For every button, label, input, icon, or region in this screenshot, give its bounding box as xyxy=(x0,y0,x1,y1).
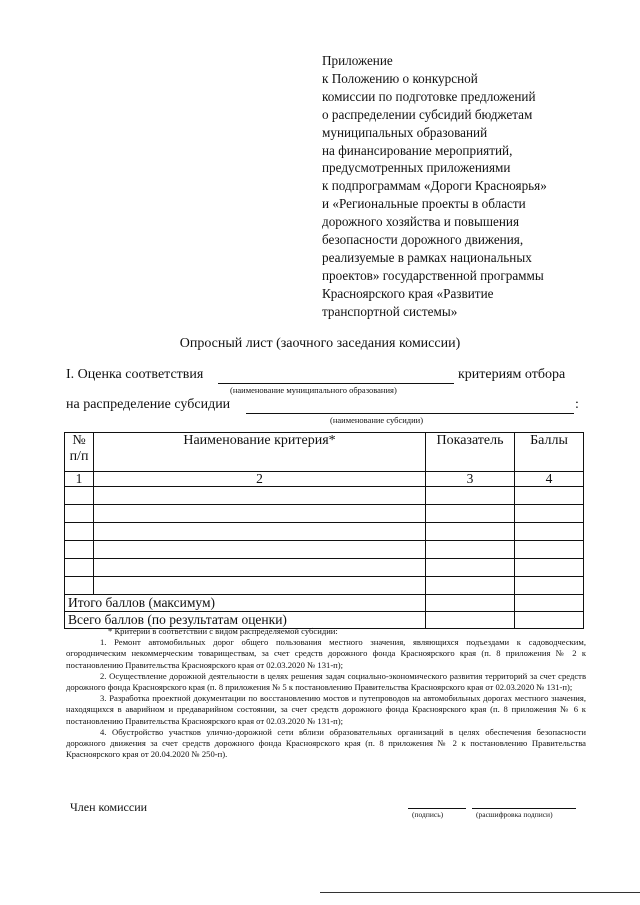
table-cell[interactable] xyxy=(65,541,94,559)
table-row xyxy=(65,577,584,595)
annex-line: Приложение xyxy=(322,53,393,68)
table-row xyxy=(65,505,584,523)
annex-line: реализуемые в рамках национальных xyxy=(322,249,532,265)
signature-field[interactable] xyxy=(408,808,466,809)
total-max-score[interactable] xyxy=(515,595,584,612)
header-indicator: Показатель xyxy=(426,433,515,472)
total-max-indicator[interactable] xyxy=(426,595,515,612)
total-max-label: Итого баллов (максимум) xyxy=(65,595,426,612)
table-cell[interactable] xyxy=(515,541,584,559)
column-number: 2 xyxy=(94,472,426,487)
note-item: 2. Осуществление дорожной деятельности в целях решения задач социально-экономического развития территорий за счет средств дорожного фонда Красноярского края (п. 8 приложения № 5 к постановлению Правительства Красноярского края от 02.03.2020 № 131-п); xyxy=(66,670,586,693)
section1-suffix: критериям отбора xyxy=(458,367,566,382)
table-cell[interactable] xyxy=(65,487,94,505)
table-cell[interactable] xyxy=(426,577,515,595)
subsidy-hint: (наименование субсидии) xyxy=(330,415,424,425)
signature-decode-hint: (расшифровка подписи) xyxy=(476,810,553,819)
table-cell[interactable] xyxy=(65,523,94,541)
column-number: 4 xyxy=(515,472,584,487)
table-cell[interactable] xyxy=(515,487,584,505)
table-cell[interactable] xyxy=(515,559,584,577)
member-label: Член комиссии xyxy=(70,800,148,814)
note-item: 3. Разработка проектной документации по восстановлению мостов и путепроводов на автомобильных дорогах местного значения, находящихся в аварийном и предаварийном состоянии, за счет средств дорожного фонда Красноярского края (п. 8 приложения № 6 к постановлению Правительства Красноярского края от 02.03.2020 № 131-п); xyxy=(66,693,586,726)
column-number: 1 xyxy=(65,472,94,487)
annex-line: Красноярского края «Развитие xyxy=(322,285,494,301)
table-cell[interactable] xyxy=(426,559,515,577)
annex-line: к подпрограммам «Дороги Красноярья» xyxy=(322,178,547,194)
municipality-hint: (наименование муниципального образования) xyxy=(230,385,397,395)
header-criterion: Наименование критерия* xyxy=(94,433,426,472)
note-item: 1. Ремонт автомобильных дорог общего пользования местного значения, являющихся подъездами к садоводческим, огородническим некоммерческим товариществам, за счет средств дорожного фонда Красноярского края (п. 8 приложения № 2 к постановлению Правительства Красноярского края от 02.03.2020 № 131-п); xyxy=(66,637,586,670)
annex-line: комиссии по подготовке предложений xyxy=(322,88,536,104)
annex-line: и «Региональные проекты в области xyxy=(322,196,526,212)
table-cell[interactable] xyxy=(515,523,584,541)
table-cell[interactable] xyxy=(65,559,94,577)
header-score: Баллы xyxy=(515,433,584,472)
table-row xyxy=(65,559,584,577)
table-header-row xyxy=(65,433,584,472)
criteria-notes xyxy=(66,626,586,760)
total-score-label: Всего баллов (по результатам оценки) xyxy=(65,612,426,629)
signature-hint: (подпись) xyxy=(412,810,444,819)
total-max-row xyxy=(65,595,584,612)
section2-suffix: : xyxy=(575,397,579,412)
note-item: 4. Обустройство участков улично-дорожной сети вблизи образовательных организаций в целях обеспечения безопасности дорожного движения за счет средств дорожного фонда Красноярского края (п. 8 приложения № 2 к постановлению Правительства Красноярского края от 20.04.2020 № 250-п). xyxy=(66,726,586,760)
annex-line: к Положению о конкурсной xyxy=(322,70,478,86)
annex-line: предусмотренных приложениями xyxy=(322,160,511,176)
annex-line: безопасности дорожного движения, xyxy=(322,232,524,248)
annex-line: проектов» государственной программы xyxy=(322,267,544,283)
section1-prefix: I. Оценка соответствия xyxy=(66,367,204,382)
table-cell[interactable] xyxy=(65,577,94,595)
table-row xyxy=(65,541,584,559)
column-number: 3 xyxy=(426,472,515,487)
page-edge-line xyxy=(320,892,640,893)
table-cell[interactable] xyxy=(94,559,426,577)
criteria-table xyxy=(64,432,584,629)
municipality-field[interactable] xyxy=(218,383,454,384)
annex-line: на финансирование мероприятий, xyxy=(322,142,513,158)
table-cell[interactable] xyxy=(94,577,426,595)
subsidy-field[interactable] xyxy=(246,413,574,414)
annex-line: о распределении субсидий бюджетам xyxy=(322,106,533,122)
table-row xyxy=(65,523,584,541)
table-cell[interactable] xyxy=(426,541,515,559)
table-cell[interactable] xyxy=(94,487,426,505)
table-cell[interactable] xyxy=(515,505,584,523)
table-cell[interactable] xyxy=(426,487,515,505)
section2-prefix: на распределение субсидии xyxy=(66,397,231,412)
table-cell[interactable] xyxy=(426,523,515,541)
annex-line: транспортной системы» xyxy=(322,303,458,319)
table-cell[interactable] xyxy=(94,541,426,559)
document-title: Опросный лист (заочного заседания комиссии) xyxy=(179,336,461,351)
table-cell[interactable] xyxy=(94,505,426,523)
table-cell[interactable] xyxy=(65,505,94,523)
table-cell[interactable] xyxy=(94,523,426,541)
annex-header xyxy=(322,52,622,321)
annex-line: дорожного хозяйства и повышения xyxy=(322,214,520,230)
notes-intro: * Критерии в соответствии с видом распределяемой субсидии: xyxy=(108,626,338,636)
annex-line: муниципальных образований xyxy=(322,124,488,140)
table-row xyxy=(65,487,584,505)
header-number: № п/п xyxy=(65,433,94,472)
table-cell[interactable] xyxy=(515,577,584,595)
signature-decode-field[interactable] xyxy=(472,808,576,809)
table-column-numbers xyxy=(65,472,584,487)
table-cell[interactable] xyxy=(426,505,515,523)
